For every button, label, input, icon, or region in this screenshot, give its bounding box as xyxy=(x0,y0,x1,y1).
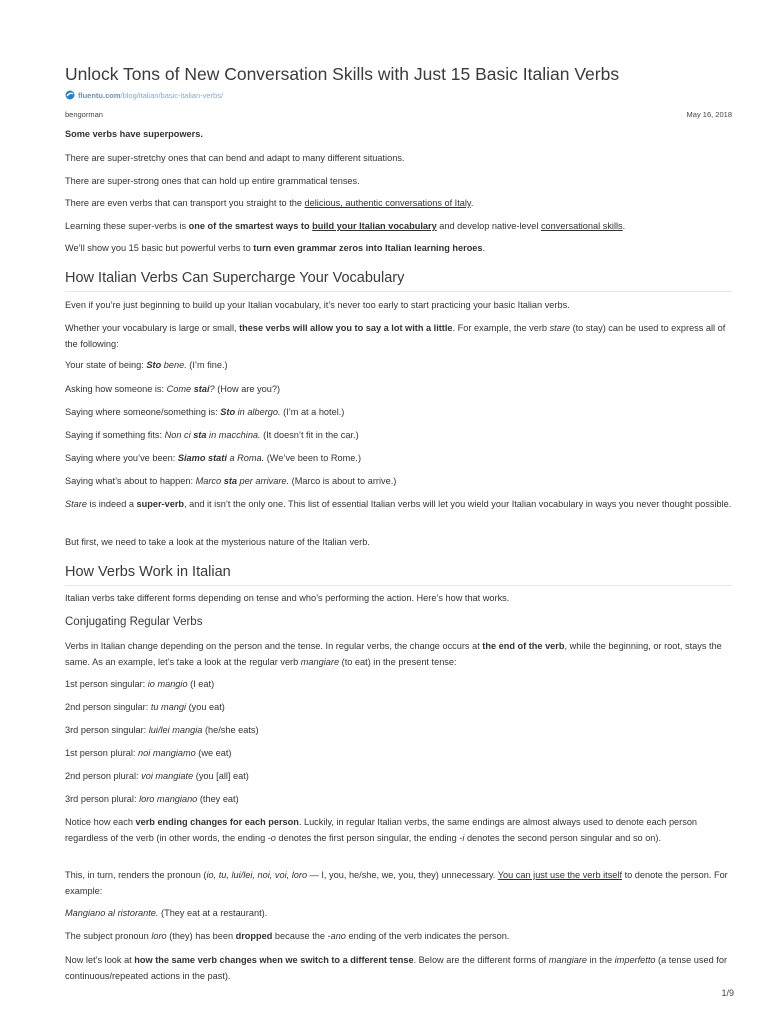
conjugation-row: 3rd person plural: loro mangiano (they eat) xyxy=(65,794,239,804)
use-verb-itself-link[interactable]: You can just use the verb itself xyxy=(497,870,623,880)
publish-date: May 16, 2018 xyxy=(686,110,732,119)
s1-p1: Even if you’re just beginning to build up your Italian vocabulary, it’s never too early to start practicing your basic Italian verbs. xyxy=(65,300,570,310)
intro-p1: There are super-stretchy ones that can bend and adapt to many different situations. xyxy=(65,153,405,163)
s2-p6: Now let’s look at how the same verb changes when we switch to a different tense. Below are the different forms of mangiare in the imperfetto (a tense used for continuous/repeated actions in the past). xyxy=(65,955,727,981)
subheading-conjugating: Conjugating Regular Verbs xyxy=(65,616,203,628)
intro xyxy=(65,126,732,142)
s2-p3: Notice how each verb ending changes for each person. Luckily, in regular Italian verbs, the same endings are almost always used to denote each person regardless of the verb (in other words, the ending -o denotes the first person singular, the ending -i denotes the second person singular and so on). xyxy=(65,817,698,843)
s2-p1: Italian verbs take different forms depending on tense and who’s performing the action. Here’s how that works. xyxy=(65,593,510,603)
conjugation-row: 1st person singular: io mangio (I eat) xyxy=(65,679,215,689)
section-heading-how-verbs-work: How Verbs Work in Italian xyxy=(65,564,231,580)
section-heading-supercharge: How Italian Verbs Can Supercharge Your Vocabulary xyxy=(65,270,405,286)
intro-p3: There are even verbs that can transport you straight to the delicious, authentic conversations of Italy. xyxy=(65,198,474,208)
article-meta xyxy=(65,110,732,119)
intro-p4: Learning these super-verbs is one of the smartest ways to build your Italian vocabulary and develop native-level conversational skills. xyxy=(65,221,626,231)
link-icon xyxy=(65,90,75,100)
s1-p2: Whether your vocabulary is large or small, these verbs will allow you to say a lot with a little. For example, the verb stare (to stay) can be used to express all of the following: xyxy=(65,323,726,349)
s2-p5: The subject pronoun loro (they) has been dropped because the -ano ending of the verb indicates the person. xyxy=(65,931,510,941)
conjugation-row: 3rd person singular: lui/lei mangia (he/she eats) xyxy=(65,725,259,735)
conversational-skills-link[interactable]: conversational skills xyxy=(540,221,623,231)
example-asking: Asking how someone is: Come stai? (How are you?) xyxy=(65,384,281,394)
italy-conversations-link[interactable]: delicious, authentic conversations of Italy xyxy=(304,198,471,208)
article-title: Unlock Tons of New Conversation Skills with Just 15 Basic Italian Verbs xyxy=(65,64,620,84)
intro-lead: Some verbs have superpowers. xyxy=(65,129,203,139)
example-state: Your state of being: Sto bene. (I’m fine.) xyxy=(65,360,228,370)
example-where: Saying where someone/something is: Sto in albergo. (I’m at a hotel.) xyxy=(65,407,345,417)
source-path: /blog/italian/basic-italian-verbs/ xyxy=(120,90,224,100)
conjugation-row: 2nd person plural: voi mangiate (you [all] eat) xyxy=(65,771,249,781)
source-link[interactable] xyxy=(65,90,223,100)
example-been: Saying where you’ve been: Siamo stati a Roma. (We’ve been to Rome.) xyxy=(65,453,362,463)
build-vocabulary-link[interactable]: build your Italian vocabulary xyxy=(312,221,437,231)
s2-p4: This, in turn, renders the pronoun (io, tu, lui/lei, noi, voi, loro — I, you, he/she, we, you, they) unnecessary. You can just use the verb itself to denote the person. For example: xyxy=(65,870,728,896)
example-fits: Saying if something fits: Non ci sta in macchina. (It doesn’t fit in the car.) xyxy=(65,430,359,440)
s2-p2: Verbs in Italian change depending on the person and the tense. In regular verbs, the change occurs at the end of the verb, while the beginning, or root, stays the same. As an example, let’s take a look at the regular verb mangiare (to eat) in the present tense: xyxy=(65,641,722,667)
author: bengorman xyxy=(65,110,103,119)
conjugation-row: 1st person plural: noi mangiamo (we eat) xyxy=(65,748,232,758)
intro-p2: There are super-strong ones that can hold up entire grammatical tenses. xyxy=(65,176,360,186)
intro-p5: We’ll show you 15 basic but powerful verbs to turn even grammar zeros into Italian learning heroes. xyxy=(65,243,486,253)
example-about: Saying what’s about to happen: Marco sta per arrivare. (Marco is about to arrive.) xyxy=(65,476,397,486)
s2-example: Mangiano al ristorante. (They eat at a restaurant). xyxy=(65,908,268,918)
conjugation-row: 2nd person singular: tu mangi (you eat) xyxy=(65,702,225,712)
section-divider xyxy=(65,291,732,292)
page-number: 1/9 xyxy=(721,988,734,998)
s1-p3: Stare is indeed a super-verb, and it isn’t the only one. This list of essential Italian verbs will let you wield your Italian vocabulary in ways you never thought possible. xyxy=(65,499,732,509)
section-divider xyxy=(65,585,732,586)
s1-p4: But first, we need to take a look at the mysterious nature of the Italian verb. xyxy=(65,537,370,547)
source-domain: fluentu.com xyxy=(78,90,121,100)
